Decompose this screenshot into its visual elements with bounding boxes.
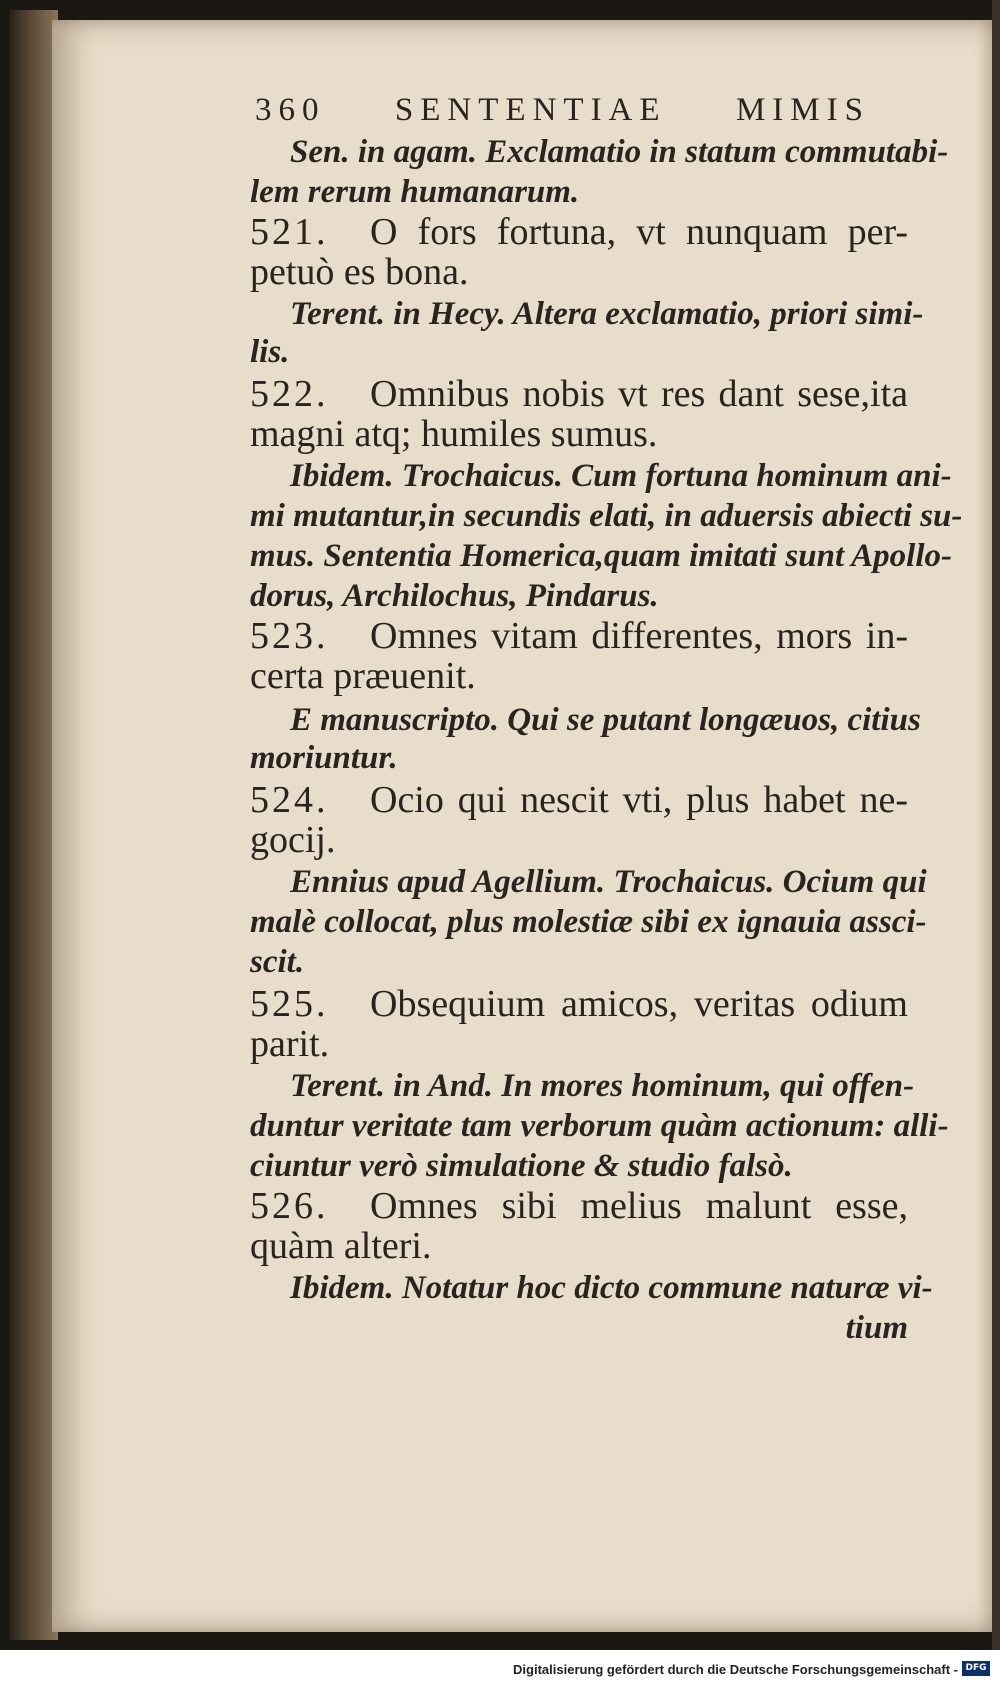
sentence-number: 526. [250,1185,329,1227]
text-line: lem rerum humanarum. [250,174,580,210]
sentence-text: Obsequium amicos, veritas odium [370,983,908,1025]
sentence-line [250,1184,908,1228]
text-line: E manuscripto. Qui se putant longæuos, citius [290,702,921,738]
text-line: gocij. [250,819,336,861]
text-line: mi mutantur,in secundis elati, in aduersis abiecti su- [250,498,963,534]
funding-credit: Digitalisierung gefördert durch die Deutsche Forschungsgemeinschaft - [513,1662,958,1677]
text-line: Terent. in And. In mores hominum, qui offen- [290,1068,915,1104]
text-line: parit. [250,1023,330,1065]
sentence-text: Omnes sibi melius malunt esse, [370,1185,908,1227]
text-line: quàm alteri. [250,1225,432,1267]
text-line: ciuntur verò simulatione & studio falsò. [250,1148,793,1184]
dfg-logo-icon: DFG [962,1661,990,1676]
sentence-text: Ocio qui nescit vti, plus habet ne- [370,779,908,821]
sentence-text: O fors fortuna, vt nunquam per- [370,211,908,253]
sentence-line [250,372,908,416]
sentence-line [250,210,908,254]
sentence-number: 525. [250,983,329,1025]
sentence-text: Omnes vitam differentes, mors in- [370,615,908,657]
text-line: duntur veritate tam verborum quàm actionum: alli- [250,1108,949,1144]
text-line: magni atq; humiles sumus. [250,413,658,455]
sentence-number: 522. [250,373,329,415]
text-line: lis. [250,334,290,370]
text-line: moriuntur. [250,740,398,776]
text-line: petuò es bona. [250,251,469,293]
catchword: tium [845,1310,908,1346]
sentence-line [250,614,908,658]
sentence-number: 524. [250,779,329,821]
sentence-line [250,778,908,822]
sentence-text: Omnibus nobis vt res dant sese,ita [370,373,908,415]
text-line: certa præuenit. [250,655,476,697]
sentence-line [250,982,908,1026]
text-line: mus. Sententia Homerica,quam imitati sunt Apollo- [250,538,952,574]
text-line: dorus, Archilochus, Pindarus. [250,578,659,614]
text-line: scit. [250,944,305,980]
text-line: Ibidem. Notatur hoc dicto commune naturæ vi- [290,1270,933,1306]
text-line: Ennius apud Agellium. Trochaicus. Ocium qui [290,864,927,900]
sentence-number: 523. [250,615,329,657]
text-line: Terent. in Hecy. Altera exclamatio, priori simi- [290,296,924,332]
text-line: Sen. in agam. Exclamatio in statum commutabi- [290,134,949,170]
running-header: 360 SENTENTIAE MIMIS [255,92,870,128]
text-line: Ibidem. Trochaicus. Cum fortuna hominum ani- [290,458,952,494]
sentence-number: 521. [250,211,329,253]
text-line: malè collocat, plus molestiæ sibi ex ignauia assci- [250,904,927,940]
footer-bar [0,1650,1000,1691]
